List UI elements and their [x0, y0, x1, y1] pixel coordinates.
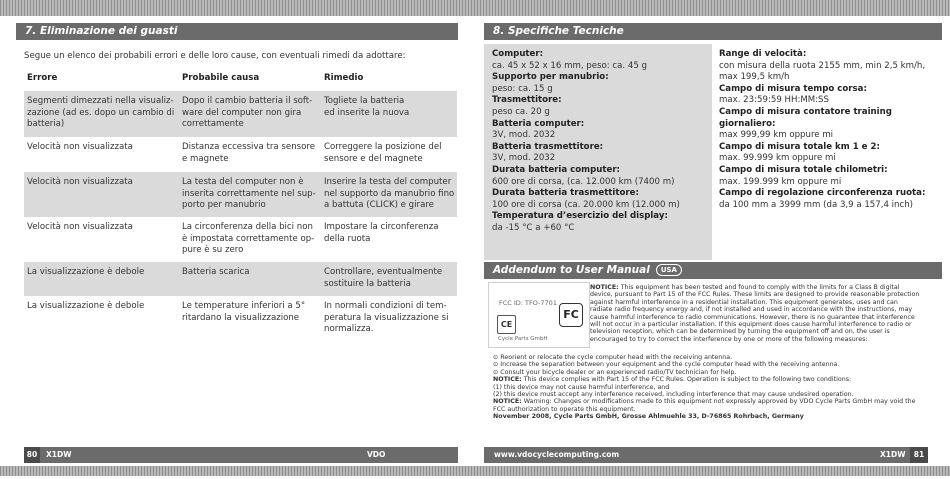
spec-value: da -15 °C a +60 °C	[492, 222, 575, 233]
spec-key: Trasmettitore:	[492, 95, 562, 106]
spec-key: Campo di misura totale km 1 e 2:	[719, 141, 880, 152]
notice-label: NOTICE:	[590, 284, 619, 291]
bullet-item: ⊙ Increase the separation between your equipment and the cycle computer head with the receiving antenna.	[493, 361, 840, 369]
table-row	[24, 217, 457, 262]
table-row	[24, 262, 457, 296]
cause-cell: Batteria scarica	[182, 267, 250, 277]
spec-value: 3V, mod. 2032	[492, 153, 556, 164]
condition-item: (2) this device must accept any interference received, including interference that may cause undesired operation.	[493, 391, 854, 399]
spec-key: Campo di misura contatore training giornaliero:	[719, 106, 892, 129]
fcc-legal-block	[493, 354, 923, 421]
error-cell: Segmenti dimezzati nella visualiz- zazione (ad es. dopo un cambio di batteria)	[27, 96, 175, 130]
fcc-maker-text: Cycle Parts GmbH	[498, 336, 548, 342]
spec-key: Campo di misura tempo corsa:	[719, 83, 867, 94]
spec-key: Campo di misura totale chilometri:	[719, 164, 888, 175]
remedy-cell: Impostare la circonferenza della ruota	[324, 222, 439, 244]
right-url: www.vdocyclecomputing.com	[494, 450, 620, 459]
spec-value: con misura della ruota 2155 mm, min 2,5 km/h, max 199,5 km/h	[719, 60, 926, 83]
cause-cell: Distanza eccessiva tra sensore e magnete	[182, 142, 316, 164]
notice3-label: NOTICE:	[493, 398, 522, 406]
spec-value: max. 99.999 km oppure mi	[719, 153, 836, 164]
left-page-number: 80	[24, 447, 40, 463]
right-footer	[484, 447, 928, 463]
error-cell: Velocità non visualizzata	[27, 177, 133, 187]
left-brand: VDO	[367, 450, 386, 459]
table-row	[24, 91, 457, 137]
specs-list-left	[492, 49, 680, 235]
table-row	[24, 137, 457, 172]
bullet-item: ⊙ Reorient or relocate the cycle computer head with the receiving antenna.	[493, 354, 733, 361]
spec-key: Durata batteria computer:	[492, 164, 620, 175]
section-heading-troubleshooting: 7. Eliminazione dei guasti	[16, 23, 458, 40]
remedy-cell: Togliete la batteria ed inserite la nuova	[324, 96, 410, 118]
spec-key: Supporto per manubrio:	[492, 72, 609, 83]
bottom-stripe	[0, 466, 950, 476]
remedy-cell: In normali condizioni di tem- peratura la visualizzazione si normalizza.	[324, 301, 449, 335]
spec-value: 3V, mod. 2032	[492, 130, 556, 141]
notice-text: This equipment has been tested and found to comply with the limits for a Class B digital device, pursuant to Part 15 of the FCC Rules. These limits are designed to provide reasonable protection against harmful interference in a residential installation. This equipment generates, uses and can radiate radio frequency energy and, if not installed and used in accordance with the instructions, may cause harmful interference to radio communications. However, there is no guarantee that interference will not occur in a particular installation. If this equipment does cause harmful interference to radio or television reception, which can be determined by turning the equipment off and on, the user is encouraged to try to correct the interference by one or more of the following measures:	[590, 284, 920, 343]
notice2-label: NOTICE:	[493, 376, 522, 384]
spec-value: max 999,99 km oppure mi	[719, 130, 834, 141]
fcc-logo-icon: FC	[559, 303, 583, 327]
top-stripe	[0, 0, 950, 16]
left-model: X1DW	[46, 450, 72, 459]
spec-key: Batteria computer:	[492, 118, 585, 129]
spec-value: max. 199.999 km oppure mi	[719, 176, 842, 187]
bullet-item: ⊙ Consult your bicycle dealer or an experienced radio/TV technician for help.	[493, 368, 737, 376]
usa-badge: USA	[656, 264, 682, 276]
column-header-remedy: Rimedio	[324, 73, 364, 83]
right-model: X1DW	[880, 450, 906, 459]
error-cell: Velocità non visualizzata	[27, 142, 133, 152]
spec-value: 100 ore di corsa (ca. 20.000 km (12.000 m)	[492, 199, 680, 210]
spec-key: Batteria trasmettitore:	[492, 141, 604, 152]
spec-value: peso: ca. 15 g	[492, 83, 553, 94]
fcc-notice	[590, 284, 920, 343]
spec-value: da 100 mm a 3999 mm (da 3,9 a 157,4 inch)	[719, 199, 914, 210]
remedy-cell: Inserire la testa del computer nel supporto da manubrio fino a battuta (CLICK) e girare	[324, 177, 455, 211]
remedy-cell: Correggere la posizione del sensore e del magnete	[324, 142, 442, 164]
section-heading-addendum	[484, 262, 942, 279]
spec-value: peso ca. 20 g	[492, 106, 550, 117]
left-footer	[24, 447, 458, 463]
table-row	[24, 296, 457, 346]
spec-key: Durata batteria trasmettitore:	[492, 188, 639, 199]
spec-key: Computer:	[492, 49, 544, 59]
error-cell: La visualizzazione è debole	[27, 301, 145, 311]
spec-key: Range di velocità:	[719, 49, 807, 59]
remedy-cell: Controllare, eventualmente sostituire la batteria	[324, 267, 443, 289]
fcc-label-image	[488, 282, 590, 348]
intro-text: Segue un elenco dei probabili errori e delle loro cause, con eventuali rimedi da adottare:	[24, 51, 406, 61]
specs-list-right	[719, 49, 950, 211]
notice3-text: Warning: Changes or modifications made to this equipment not expressly approved by VDO Cycle Parts GmbH may void the FCC authorization to operate this equipment.	[493, 398, 916, 413]
spec-value: 600 ore di corsa, (ca. 12.000 km (7400 m)	[492, 176, 675, 187]
spec-key: Temperatura d’esercizio del display:	[492, 211, 668, 222]
fcc-id-text: FCC ID: TFO-7701	[499, 299, 557, 307]
cause-cell: Le temperature inferiori a 5° ritardano la visualizzazione	[182, 301, 306, 323]
addendum-title: Addendum to User Manual	[493, 264, 650, 276]
spec-value: max. 23:59:59 HH:MM:SS	[719, 95, 829, 106]
column-header-error: Errore	[27, 73, 58, 83]
spec-value: ca. 45 x 52 x 16 mm, peso: ca. 45 g	[492, 60, 647, 71]
cause-cell: La circonferenza della bici non è impostata correttamente op- pure è su zero	[182, 222, 315, 256]
condition-item: (1) this device may not cause harmful interference, and	[493, 383, 670, 391]
table-row	[24, 172, 457, 217]
spec-key: Campo di regolazione circonferenza ruota:	[719, 188, 926, 199]
column-header-cause: Probabile causa	[182, 73, 260, 83]
cause-cell: La testa del computer non è inserita correttamente nel sup- porto per manubrio	[182, 177, 316, 211]
section-heading-specs: 8. Specifiche Tecniche	[484, 23, 942, 40]
error-cell: La visualizzazione è debole	[27, 267, 145, 277]
right-page-number: 81	[910, 447, 928, 463]
ce-mark-icon: CE	[497, 315, 516, 334]
notice2-text: This device complies with Part 15 of the FCC Rules. Operation is subject to the following two conditions:	[521, 376, 852, 384]
date-line: November 2008, Cycle Parts GmbH, Grosse Ahlmuehle 33, D-76865 Rohrbach, Germany	[493, 413, 804, 421]
error-cell: Velocità non visualizzata	[27, 222, 133, 232]
cause-cell: Dopo il cambio batteria il soft- ware del computer non gira correttamente	[182, 96, 313, 130]
